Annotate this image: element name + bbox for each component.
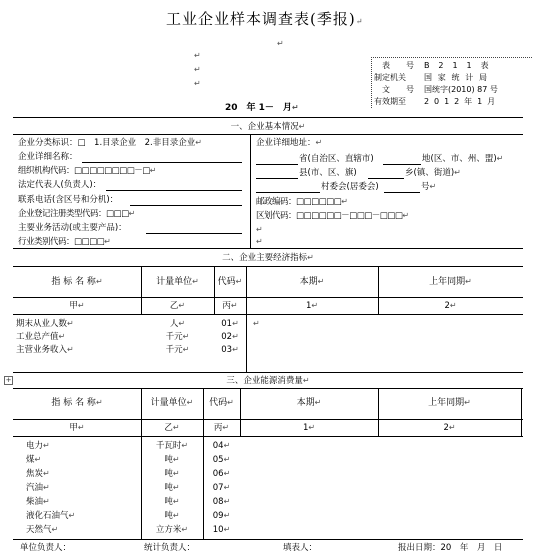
- indicator-unit: 吨↵: [164, 483, 180, 493]
- paragraph-mark-icon: ↵: [194, 79, 201, 88]
- column-subheader: 甲↵: [69, 423, 85, 433]
- column-header: 上年同期↵: [428, 398, 471, 408]
- indicator-code: 10↵: [212, 525, 231, 535]
- paragraph-mark-icon: ↵: [302, 376, 310, 385]
- field-reg-type-code[interactable]: 企业登记注册类型代码：□□□↵: [18, 209, 135, 219]
- paragraph-mark-icon: ↵: [194, 65, 201, 74]
- table-move-handle-icon[interactable]: +: [5, 376, 12, 384]
- filler-label: 填表人：: [283, 543, 318, 553]
- column-subheader: 1↵: [305, 301, 319, 311]
- indicator-name: 期末从业人数↵: [16, 319, 74, 329]
- indicator-name: 电力↵: [26, 441, 50, 451]
- paragraph-mark-icon: ↵: [298, 122, 306, 131]
- indicator-code: 03↵: [221, 345, 239, 355]
- field-phone-label: 联系电话(含区号和分机)：: [18, 195, 119, 205]
- meta-value: B 2 1 1 表: [424, 61, 492, 70]
- address-province: 省(自治区、直辖市): [299, 154, 374, 164]
- indicator-name: 液化石油气↵: [26, 511, 76, 521]
- paragraph-mark-icon: ↵: [277, 39, 284, 48]
- indicator-unit: 吨↵: [164, 497, 180, 507]
- indicator-unit: 千元↵: [165, 332, 190, 342]
- indicator-unit: 千瓦时↵: [155, 441, 189, 451]
- indicator-unit: 千元↵: [165, 345, 190, 355]
- meta-label: 表 号: [382, 61, 414, 70]
- page-title: 工业企业样本调查表(季报)↵: [166, 10, 364, 28]
- field-enterprise-class[interactable]: 企业分类标识：□ 1.目录企业 2.非目录企业↵: [18, 138, 202, 148]
- indicator-code: 08↵: [212, 497, 231, 507]
- column-subheader: 乙↵: [164, 423, 180, 433]
- field-enterprise-name-input[interactable]: [82, 162, 242, 163]
- column-header: 本期↵: [299, 277, 325, 287]
- field-enterprise-name-label: 企业详细名称：: [18, 152, 78, 162]
- paragraph-mark-icon: ↵: [355, 17, 364, 26]
- field-main-activity-label: 主要业务活动(或主要产品)：: [18, 223, 127, 233]
- section-title: 三、企业能源消费量↵: [226, 376, 310, 386]
- meta-label: 有效期至: [374, 97, 406, 106]
- column-header: 指 标 名 称↵: [51, 398, 103, 408]
- paragraph-mark-icon: ↵: [291, 103, 299, 112]
- column-header: 计量单位↵: [150, 398, 194, 408]
- section-title: 一、企业基本情况↵: [230, 122, 306, 132]
- indicator-code: 02↵: [221, 332, 239, 342]
- indicator-name: 主营业务收入↵: [16, 345, 74, 355]
- field-phone-input[interactable]: [130, 205, 242, 206]
- meta-box: [371, 57, 532, 108]
- field-legal-rep-input[interactable]: [106, 190, 242, 191]
- field-org-code[interactable]: 组织机构代码：□□□□□□□□－□↵: [18, 166, 156, 176]
- indicator-name: 汽油↵: [26, 483, 50, 493]
- paragraph-mark-icon: ↵: [307, 253, 314, 262]
- indicator-unit: 吨↵: [164, 455, 180, 465]
- meta-value: 2 0 1 2 年 1 月: [424, 97, 497, 106]
- column-subheader: 丙↵: [222, 301, 238, 311]
- indicator-unit: 人↵: [169, 319, 186, 329]
- address-village: 村委会(居委会): [321, 182, 379, 192]
- meta-value: 国统字(2010) 87 号: [424, 85, 498, 94]
- column-header: 上年同期↵: [429, 277, 472, 287]
- paragraph-mark-icon: ↵: [194, 51, 201, 60]
- field-region-code[interactable]: 区划代码：□□□□□□－□□□－□□□↵: [256, 211, 409, 221]
- indicator-name: 焦炭↵: [26, 469, 50, 479]
- column-header: 本期↵: [296, 398, 322, 408]
- meta-label: 制定机关: [374, 73, 406, 82]
- column-subheader: 丙↵: [213, 423, 230, 433]
- indicator-unit: 吨↵: [164, 469, 180, 479]
- column-header: 代码↵: [217, 277, 243, 287]
- address-prefecture: 地(区、市、州、盟)↵: [422, 154, 504, 164]
- indicator-name: 煤↵: [26, 455, 42, 465]
- field-postcode[interactable]: 邮政编码：□□□□□□↵: [256, 197, 348, 207]
- indicator-code: 09↵: [212, 511, 231, 521]
- field-address-label: 企业详细地址：↵: [256, 138, 323, 148]
- column-header: 计量单位↵: [156, 277, 199, 287]
- indicator-code: 06↵: [212, 469, 231, 479]
- report-date-label: 报出日期：20 年 月 日: [398, 543, 503, 553]
- column-header: 指 标 名 称↵: [51, 277, 103, 287]
- meta-value: 国 家 统 计 局: [424, 73, 489, 82]
- address-county: 县(市、区、旗): [299, 168, 357, 178]
- column-subheader: 甲↵: [69, 301, 85, 311]
- field-main-activity-input[interactable]: [146, 233, 242, 234]
- indicator-code: 05↵: [212, 455, 231, 465]
- column-header: 代码↵: [209, 398, 234, 408]
- address-number: 号↵: [421, 182, 437, 192]
- stat-head-label: 统计负责人：: [144, 543, 196, 553]
- indicator-name: 柴油↵: [26, 497, 50, 507]
- indicator-code: 07↵: [212, 483, 231, 493]
- column-subheader: 乙↵: [169, 301, 186, 311]
- indicator-unit: 吨↵: [164, 511, 180, 521]
- indicator-name: 工业总产值↵: [16, 332, 66, 342]
- unit-head-label: 单位负责人：: [20, 543, 72, 553]
- column-subheader: 2↵: [443, 423, 456, 433]
- address-township: 乡(镇、街道)↵: [405, 168, 461, 178]
- indicator-code: 01↵: [221, 319, 239, 329]
- field-legal-rep-label: 法定代表人(负责人)：: [18, 180, 102, 190]
- column-subheader: 1↵: [302, 423, 316, 433]
- field-industry-code[interactable]: 行业类别代码：□□□□↵: [18, 237, 111, 247]
- report-period: 20 年 1－ 月↵: [225, 103, 299, 113]
- column-subheader: 2↵: [444, 301, 457, 311]
- meta-label: 文 号: [382, 85, 414, 94]
- section-title: 二、企业主要经济指标↵: [222, 253, 314, 263]
- indicator-unit: 立方米↵: [155, 525, 189, 535]
- indicator-code: 04↵: [212, 441, 231, 451]
- indicator-name: 天然气↵: [26, 525, 59, 535]
